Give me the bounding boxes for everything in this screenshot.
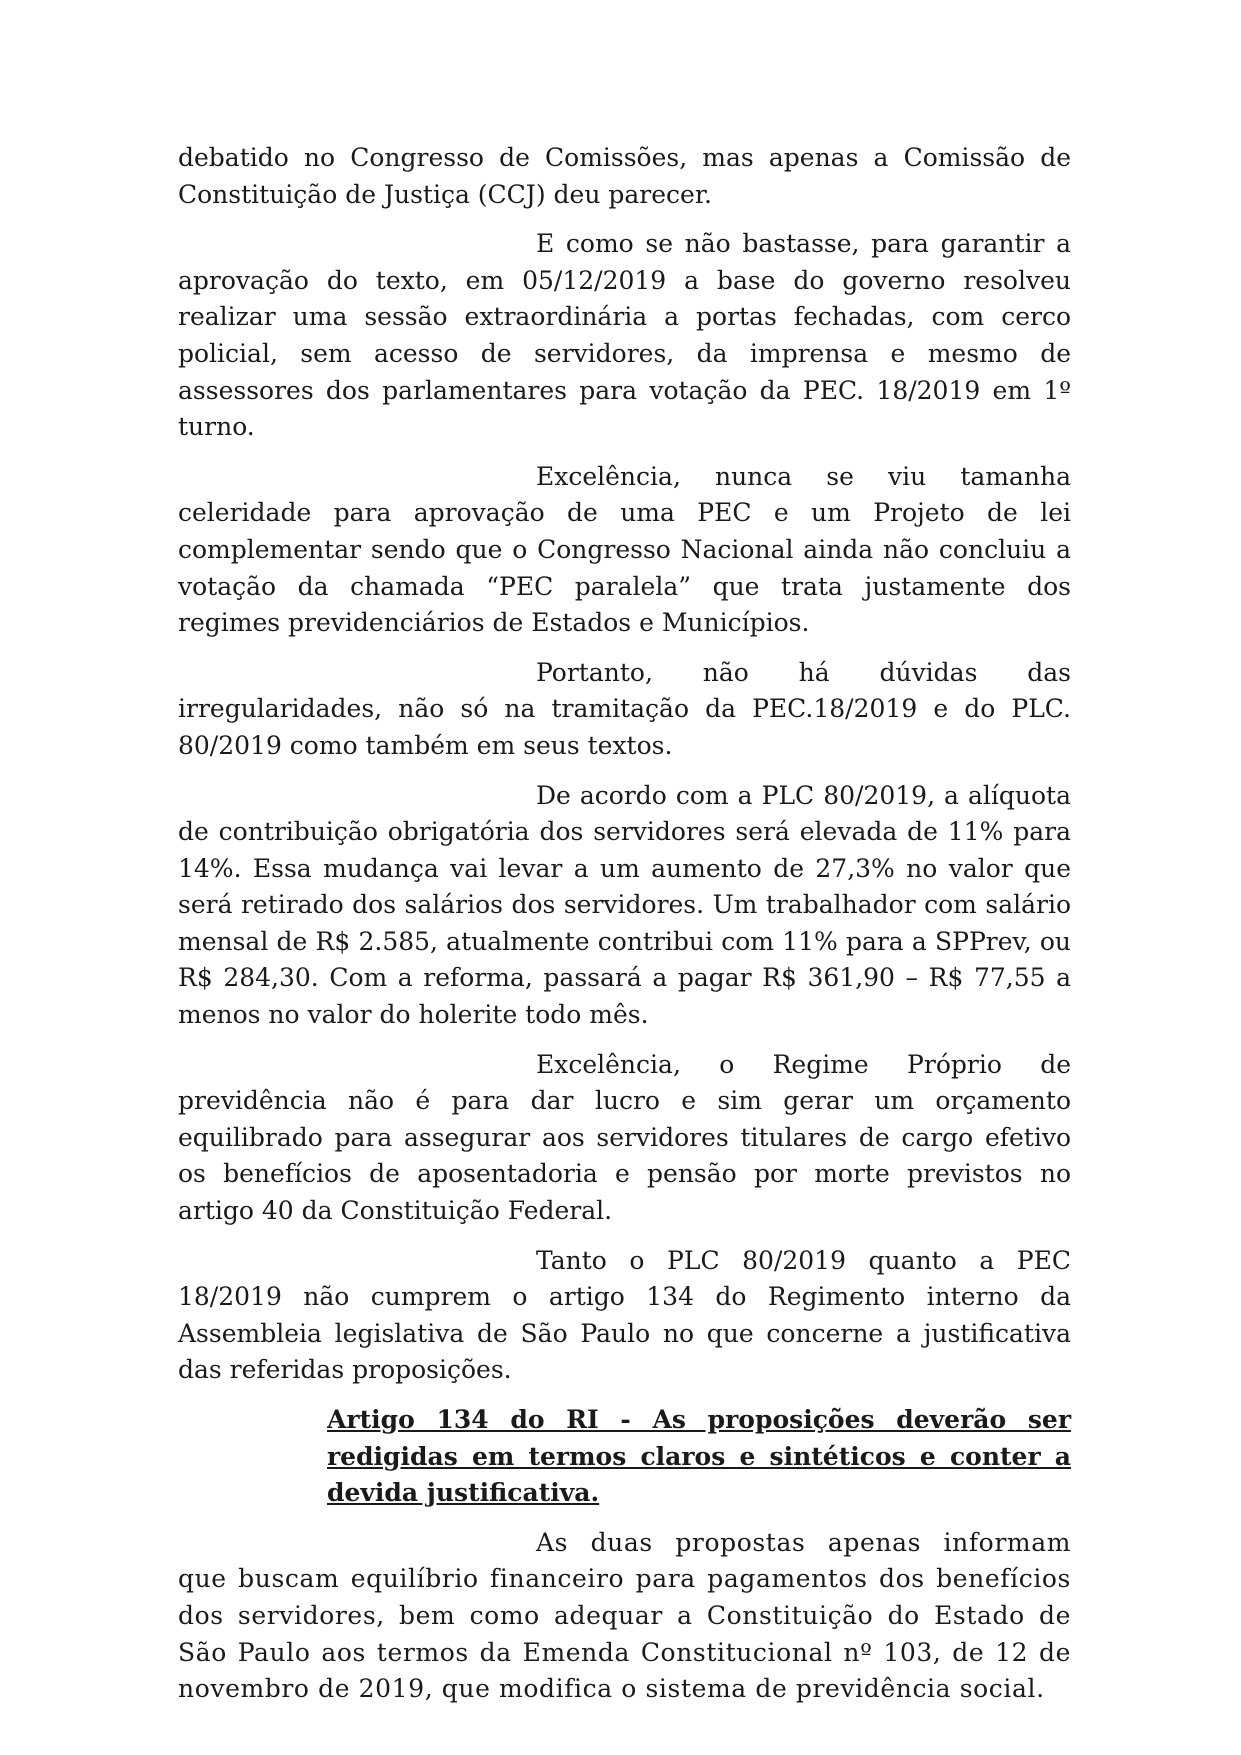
- paragraph-pec-paralela: Excelência, nunca se viu tamanha celeridade para aprovação de uma PEC e um Projeto de lei complementar sendo que o Congresso Nacional ainda não concluiu a votação da chamada “PEC paralela” que trata justamente dos regimes previdenciários de Estados e Municípios.: [178, 461, 1071, 638]
- paragraph-extraordinary-session: E como se não bastasse, para garantir a aprovação do texto, em 05/12/2019 a base do governo resolveu realizar uma sessão extraordinária a portas fechadas, com cerco policial, sem acesso de servidores, da imprensa e mesmo de assessores dos parlamentares para votação da PEC. 18/2019 em 1º turno.: [178, 229, 1071, 442]
- paragraph-contribution-rate: De acordo com a PLC 80/2019, a alíquota de contribuição obrigatória dos servidores será elevada de 11% para 14%. Essa mudança vai levar a um aumento de 27,3% no valor que será retirado dos salários dos servidores. Um trabalhador com salário mensal de R$ 2.585, atualmente contribui com 11% para a SPPrev, ou R$ 284,30. Com a reforma, passará a pagar R$ 361,90 – R$ 77,55 a menos no valor do holerite todo mês.: [178, 780, 1071, 1030]
- paragraph-irregularities: Portanto, não há dúvidas das irregularidades, não só na tramitação da PEC.18/2019 e do PLC. 80/2019 como também em seus textos.: [178, 657, 1071, 760]
- quote-article-134: Artigo 134 do RI - As proposições deverão ser redigidas em termos claros e sintéticos e conter a devida justificativa.: [327, 1405, 1071, 1508]
- paragraph-article-134: Tanto o PLC 80/2019 quanto a PEC 18/2019 não cumprem o artigo 134 do Regimento interno da Assembleia legislativa de São Paulo no que concerne a justificativa das referidas proposições.: [178, 1245, 1071, 1385]
- paragraph-regime-proprio: Excelência, o Regime Próprio de previdência não é para dar lucro e sim gerar um orçamento equilibrado para assegurar aos servidores titulares de cargo efetivo os benefícios de aposentadoria e pensão por morte previstos no artigo 40 da Constituição Federal.: [178, 1049, 1071, 1226]
- paragraph-ccj: debatido no Congresso de Comissões, mas apenas a Comissão de Constituição de Justiça (CCJ) deu parecer.: [178, 143, 1071, 209]
- document-page: [178, 140, 1071, 1721]
- paragraph-proposals: As duas propostas apenas informam que buscam equilíbrio financeiro para pagamentos dos benefícios dos servidores, bem como adequar a Constituição do Estado de São Paulo aos termos da Emenda Constitucional nº 103, de 12 de novembro de 2019, que modifica o sistema de previdência social.: [178, 1527, 1071, 1704]
